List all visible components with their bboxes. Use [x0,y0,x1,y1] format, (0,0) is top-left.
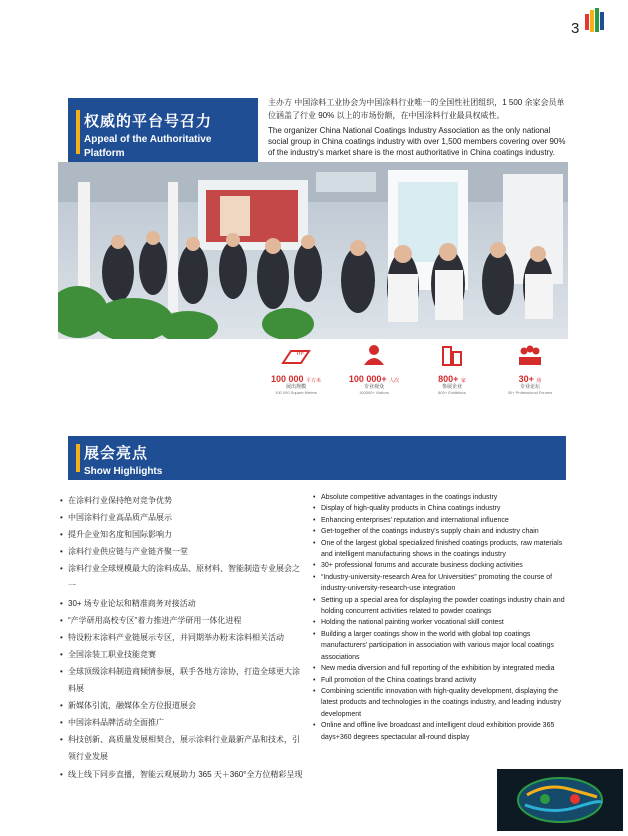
list-item: • 科技创新、高质量发展相契合，展示涂料行业最新产品和技术，引领行业发展 [60,731,305,765]
list-item: • Setting up a special area for displaying the powder coatings industry chain and holding concurrent activities related to powder coatings [313,595,569,618]
highlights-list-cn [60,492,305,783]
event-logo [497,769,623,831]
highlights-title-en: Show Highlights [84,466,163,477]
visitors-icon [359,343,389,367]
exhibitors-icon [437,343,467,367]
list-item: • “产学研用高校专区”着力推进产学研用一体化进程 [60,612,305,629]
list-item: • 中国涂料品牌活动全面推广 [60,714,305,731]
stats-bar [258,339,568,403]
stat-exhibitors-unit: 家 [460,378,466,384]
stat-forums-label-cn: 专业论坛 [519,384,540,390]
stat-visitors-label-en: 100000+ Visitors [359,390,389,395]
list-item: • Building a larger coatings show in the world with global top coatings manufacturers' participation in association with various major local coatings associations [313,629,569,663]
list-item: • Full promotion of the China coatings brand activity [313,675,569,686]
stat-exhibitors [414,339,490,403]
stat-exhibitors-label-en: 800+ Exhibitors [438,390,466,395]
brand-logo [585,8,605,34]
list-item: • 线上线下同步直播，智能云观展助力 365 天＋360°全方位精彩呈现 [60,766,305,783]
list-item: • “Industry-university-research Area for Universities” promoting the course of industry-university-research-use integration [313,572,569,595]
stat-visitors-unit: 人次 [389,378,400,384]
authority-title-cn: 权威的平台号召力 [84,113,213,130]
list-item: • New media diversion and full reporting of the exhibition by integrated media [313,663,569,674]
stat-area-unit: 平方米 [306,378,322,384]
stat-forums-label-en: 30+ Professional Forums [507,390,553,395]
stat-area-value: 100 000 [270,374,304,384]
authority-body-en: The organizer China National Coatings Industry Association as the only national social group in China coatings industry with over 1,500 members covering over 90% of the industry's market share is the most authoritative in China coatings industry. [268,126,566,157]
area-icon [281,343,311,367]
list-item: • 涂料行业供应链与产业链齐聚一堂 [60,543,305,560]
authority-title-en-1: Appeal of the Authoritative [84,134,212,145]
list-item: • Combining scientific innovation with high-quality development, displaying the latest products and technologies in the coatings industry, and leading industry development [313,686,569,720]
stat-visitors-label-cn: 专业观众 [363,384,384,390]
list-item: • Holding the national painting worker vocational skill contest [313,617,569,628]
list-item: • 涂料行业全球规模最大的涂料成品、原材料、智能制造专业展会之一 [60,560,305,594]
stat-exhibitors-label-cn: 参展企业 [441,384,462,390]
stat-area [258,339,334,403]
list-item: • Online and offline live broadcast and intelligent cloud exhibition provide 365 days+360 degrees spectacular all-round display [313,720,569,743]
stat-forums [492,339,568,403]
list-item: • Get-together of the coatings industry's supply chain and industry chain [313,526,569,537]
list-item: • 提升企业知名度和国际影响力 [60,526,305,543]
list-item: • 特设粉末涂料产业链展示专区，并同期举办粉末涂料相关活动 [60,629,305,646]
svg-text:m²: m² [297,351,304,357]
list-item: • 在涂料行业保持绝对竞争优势 [60,492,305,509]
stat-forums-unit: 场 [536,378,542,384]
list-item: • 全国涂装工职业技能竞赛 [60,646,305,663]
list-item: • Absolute competitive advantages in the coatings industry [313,492,569,503]
stat-forums-value: 30+ [518,374,534,384]
list-item: • 全球顶级涂料制造商倾情参展，联手各地方涂协，打造全球更大涂料展 [60,663,305,697]
stat-area-label-en: 100 000 Square Meters [275,390,317,395]
list-item: • Display of high-quality products in China coatings industry [313,503,569,514]
list-item: • Enhancing enterprises' reputation and international influence [313,515,569,526]
globe-logo-icon [497,769,623,831]
stat-visitors [336,339,412,403]
list-item: • 新媒体引流，融媒体全方位报道展会 [60,697,305,714]
highlights-list-en [313,492,569,743]
highlights-title-cn: 展会亮点 [84,445,149,462]
stat-area-label-cn: 展出规模 [285,384,306,390]
list-item: • 30+ 场专业论坛和精准商务对接活动 [60,595,305,612]
authority-title-en-2: Platform [84,148,125,159]
authority-header [68,98,258,162]
authority-body-cn: 主办方 中国涂料工业协会为中国涂料行业唯一的全国性社团组织，1 500 余家会员单位涵盖了行业 90% 以上的市场份额，在中国涂料行业最具权威性。 [268,98,565,120]
list-item: • One of the largest global specialized finished coatings products, raw materials and intelligent manufacturing shows in the coatings industry [313,538,569,561]
stat-exhibitors-value: 800+ [438,374,459,384]
list-item: • 中国涂料行业高品质产品展示 [60,509,305,526]
exhibition-photo [58,162,568,339]
page-number: 3 [571,20,580,37]
stat-visitors-value: 100 000+ [348,374,387,384]
forums-icon [515,343,545,367]
highlights-header [68,436,566,480]
list-item: • 30+ professional forums and accurate business docking activities [313,560,569,571]
